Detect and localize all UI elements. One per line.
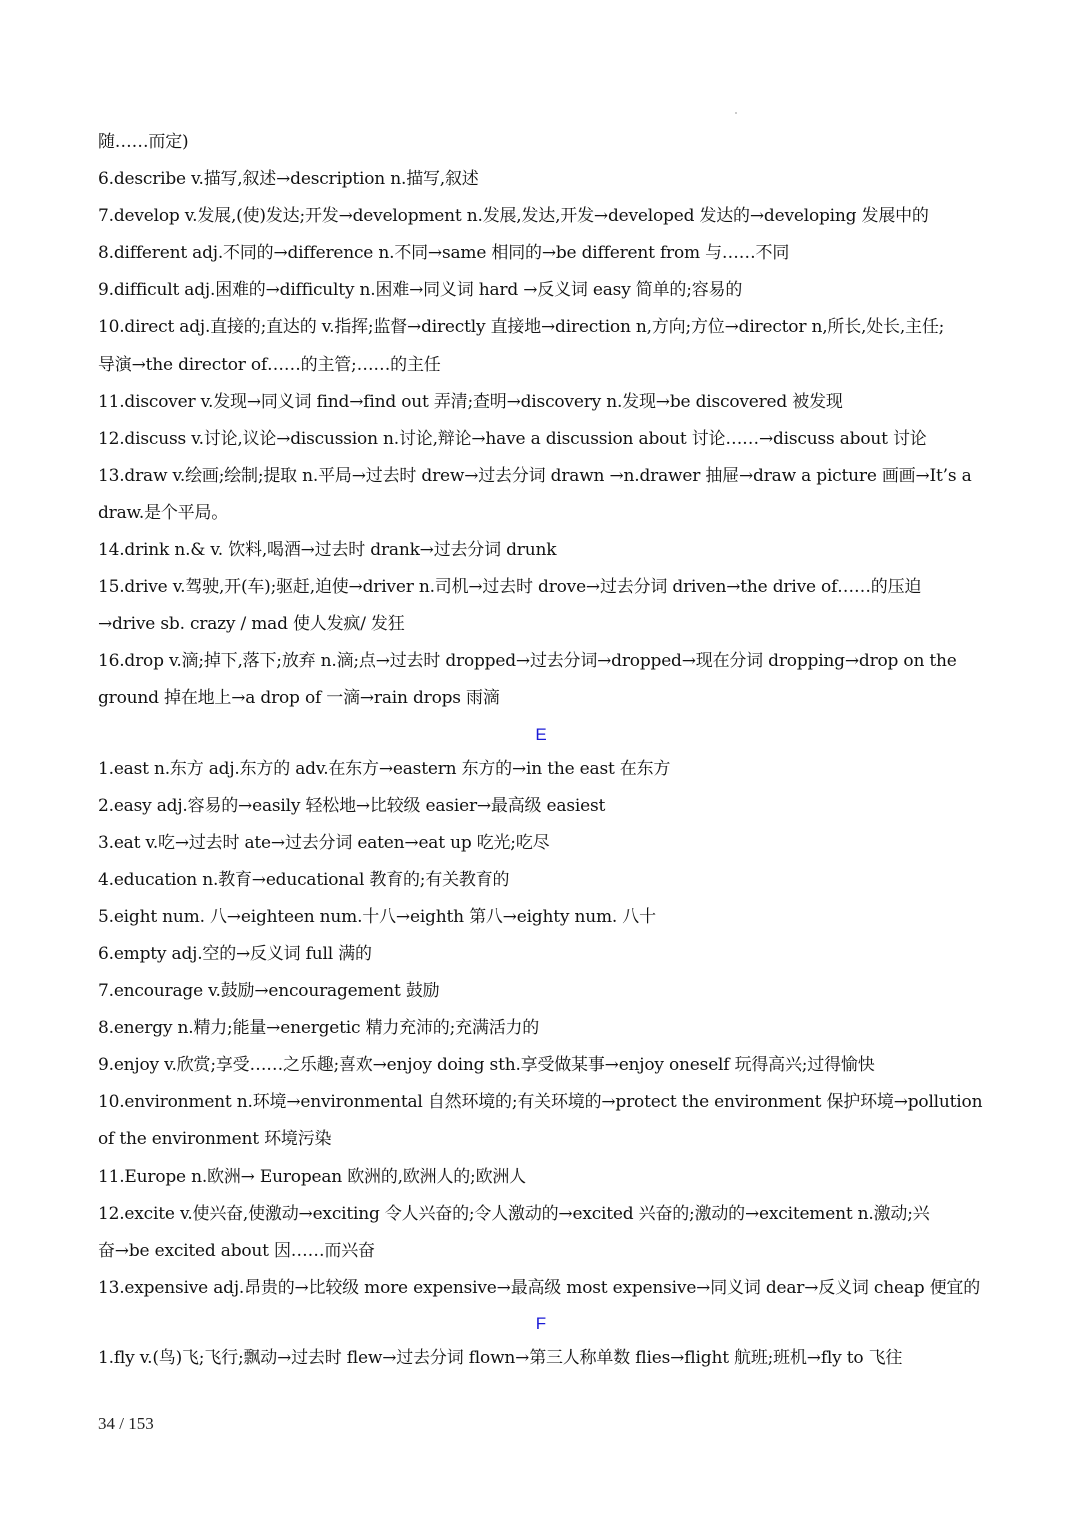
section-d-entries <box>98 124 984 718</box>
entry-line: 2.easy adj.容易的→easily 轻松地→比较级 easier→最高级 easiest <box>98 795 606 816</box>
entry-line: 7.develop v.发展,(使)发达;开发→development n.发展,发达,开发→developed 发达的→developing 发展中的 <box>98 206 929 227</box>
entry-line: 12.excite v.使兴奋,使激动→exciting 令人兴奋的;令人激动的→excited 兴奋的;激动的→excitement n.激动;兴 <box>98 1203 930 1224</box>
section-heading-e: E <box>535 724 547 744</box>
entry-line: 15.drive v.驾驶,开(车);驱赶,迫使→driver n.司机→过去时 drove→过去分词 driven→the drive of……的压迫 <box>98 577 922 598</box>
section-e-entries <box>98 751 984 1307</box>
vocabulary-content <box>98 124 984 1377</box>
entry-line: 9.enjoy v.欣赏;享受……之乐趣;喜欢→enjoy doing sth.享受做某事→enjoy oneself 玩得高兴;过得愉快 <box>98 1055 875 1076</box>
entry-line: 7.encourage v.鼓励→encouragement 鼓励 <box>98 981 440 1002</box>
entry-line: 14.drink n.& v. 饮料,喝酒→过去时 drank→过去分词 drunk <box>98 540 557 561</box>
entry-line: 13.draw v.绘画;绘制;提取 n.平局→过去时 drew→过去分词 drawn →n.drawer 抽屉→draw a picture 画画→It’s a <box>98 465 972 486</box>
page-number: 34 / 153 <box>98 1414 154 1433</box>
entry-line: draw.是个平局。 <box>98 502 229 523</box>
entry-line: →drive sb. crazy / mad 使人发疯/ 发狂 <box>98 614 405 635</box>
section-heading-f: F <box>535 1313 547 1333</box>
entry-line: 13.expensive adj.昂贵的→比较级 more expensive→最高级 most expensive→同义词 dear→反义词 cheap 便宜的 <box>98 1277 981 1298</box>
entry-line: 10.direct adj.直接的;直达的 v.指挥;监督→directly 直接地→direction n,方向;方位→director n,所长,处长,主任; <box>98 317 945 338</box>
entry-line: 10.environment n.环境→environmental 自然环境的;有关环境的→protect the environment 保护环境→pollution <box>98 1092 983 1113</box>
entry-line: 1.east n.东方 adj.东方的 adv.在东方→eastern 东方的→in the east 在东方 <box>98 758 671 779</box>
entry-line: 12.discuss v.讨论,议论→discussion n.讨论,辩论→have a discussion about 讨论……→discuss about 讨论 <box>98 428 927 449</box>
entry-line: 9.difficult adj.困难的→difficulty n.困难→同义词 hard →反义词 easy 简单的;容易的 <box>98 280 743 301</box>
entry-line: 8.different adj.不同的→difference n.不同→same 相同的→be different from 与……不同 <box>98 243 790 264</box>
entry-line: 随……而定) <box>98 132 189 152</box>
section-f-entries <box>98 1340 984 1377</box>
entry-line: 16.drop v.滴;掉下,落下;放弃 n.滴;点→过去时 dropped→过去分词→dropped→现在分词 dropping→drop on the <box>98 651 957 672</box>
entry-line: 奋→be excited about 因……而兴奋 <box>98 1240 375 1261</box>
entry-line: 8.energy n.精力;能量→energetic 精力充沛的;充满活力的 <box>98 1018 540 1039</box>
entry-line: 5.eight num. 八→eighteen num.十八→eighth 第八→eighty num. 八十 <box>98 906 656 927</box>
entry-line: 6.empty adj.空的→反义词 full 满的 <box>98 943 372 964</box>
entry-line: 11.Europe n.欧洲→ European 欧洲的,欧洲人的;欧洲人 <box>98 1166 526 1187</box>
entry-line: 4.education n.教育→educational 教育的;有关教育的 <box>98 869 510 890</box>
entry-line: 3.eat v.吃→过去时 ate→过去分词 eaten→eat up 吃光;吃尽 <box>98 832 550 853</box>
entry-line: 导演→the director of……的主管;……的主任 <box>98 354 441 375</box>
entry-line: 11.discover v.发现→同义词 find→find out 弄清;查明→discovery n.发现→be discovered 被发现 <box>98 391 843 412</box>
entry-line: 6.describe v.描写,叙述→description n.描写,叙述 <box>98 169 479 190</box>
entry-line: 1.fly v.(鸟)飞;飞行;飘动→过去时 flew→过去分词 flown→第三人称单数 flies→flight 航班;班机→fly to 飞往 <box>98 1347 903 1368</box>
entry-line: of the environment 环境污染 <box>98 1129 332 1150</box>
entry-line: ground 掉在地上→a drop of 一滴→rain drops 雨滴 <box>98 688 500 709</box>
stray-dot-mark <box>735 112 737 114</box>
